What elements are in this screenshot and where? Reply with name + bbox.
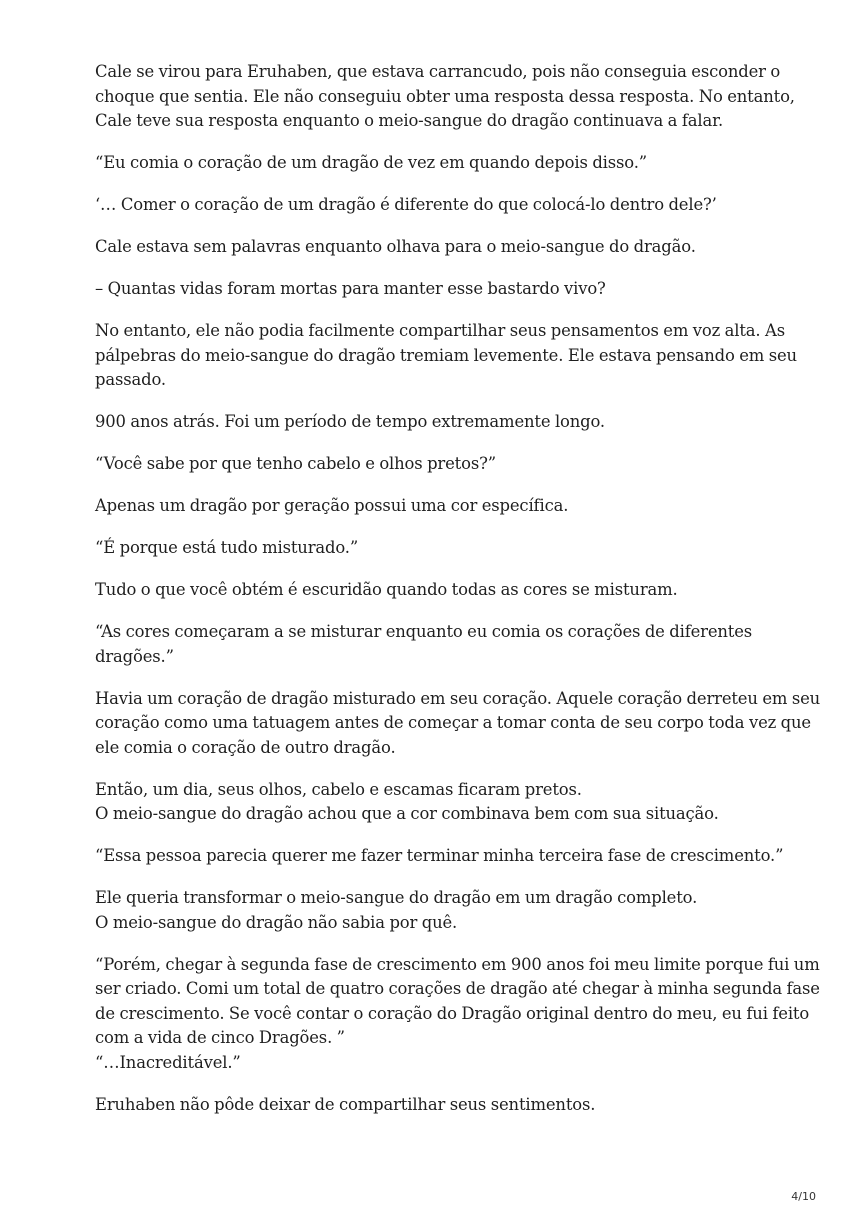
paragraph-12 xyxy=(95,620,795,669)
text-line: com a vida de cinco Dragões. ” xyxy=(95,1028,345,1047)
text-line: Tudo o que você obtém é escuridão quando todas as cores se misturam. xyxy=(95,580,678,599)
text-line: ele comia o coração de outro dragão. xyxy=(95,737,396,757)
text-line: “Essa pessoa parecia querer me fazer terminar minha terceira fase de crescimento.” xyxy=(95,846,784,865)
text-line: “Eu comia o coração de um dragão de vez em quando depois disso.” xyxy=(95,153,647,172)
paragraph-5 xyxy=(95,277,795,302)
text-line: “As cores começaram a se misturar enquanto eu comia os corações de diferentes xyxy=(95,622,753,641)
text-line: de crescimento. Se você contar o coração do Dragão original dentro do meu, eu fui feito xyxy=(95,1003,810,1023)
document-page xyxy=(95,60,821,1135)
paragraph-16 xyxy=(95,886,795,935)
text-line: ‘… Comer o coração de um dragão é diferente do que colocá-lo dentro dele?’ xyxy=(95,195,717,214)
text-line: “É porque está tudo misturado.” xyxy=(95,538,359,557)
text-line: Ele queria transformar o meio-sangue do dragão em um dragão completo. xyxy=(95,888,698,907)
paragraph-10 xyxy=(95,536,795,561)
paragraph-17 xyxy=(95,953,820,1076)
text-line: “…Inacreditável.” xyxy=(95,1052,241,1072)
text-line: – Quantas vidas foram mortas para manter esse bastardo vivo? xyxy=(95,279,606,298)
paragraph-7 xyxy=(95,410,795,435)
text-line: passado. xyxy=(95,370,166,389)
text-line: Então, um dia, seus olhos, cabelo e escamas ficaram pretos. xyxy=(95,779,582,799)
text-line: Apenas um dragão por geração possui uma cor específica. xyxy=(95,496,569,515)
text-line: pálpebras do meio-sangue do dragão tremiam levemente. Ele estava pensando em seu xyxy=(95,345,797,365)
paragraph-9 xyxy=(95,494,795,519)
paragraph-6 xyxy=(95,319,795,393)
paragraph-13 xyxy=(95,687,821,761)
paragraph-1 xyxy=(95,60,795,134)
text-line: dragões.” xyxy=(95,646,174,666)
paragraph-18 xyxy=(95,1093,795,1118)
paragraph-3 xyxy=(95,193,795,218)
paragraph-14 xyxy=(95,778,795,827)
text-line: coração como uma tatuagem antes de começar a tomar conta de seu corpo toda vez que xyxy=(95,713,811,732)
text-line: 900 anos atrás. Foi um período de tempo extremamente longo. xyxy=(95,412,605,431)
paragraph-11 xyxy=(95,578,795,603)
text-line: “Você sabe por que tenho cabelo e olhos pretos?” xyxy=(95,454,496,473)
paragraph-4 xyxy=(95,235,795,260)
page-number: 4/10 xyxy=(791,1190,816,1203)
text-line: No entanto, ele não podia facilmente compartilhar seus pensamentos em voz alta. As xyxy=(95,321,785,340)
text-line: Cale teve sua resposta enquanto o meio-sangue do dragão continuava a falar. xyxy=(95,111,724,130)
text-line: Cale se virou para Eruhaben, que estava carrancudo, pois não conseguia esconder o xyxy=(95,62,781,81)
text-line: “Porém, chegar à segunda fase de crescimento em 900 anos foi meu limite porque fui um xyxy=(95,954,820,974)
text-line: Cale estava sem palavras enquanto olhava para o meio-sangue do dragão. xyxy=(95,237,696,256)
text-line: Havia um coração de dragão misturado em seu coração. Aquele coração derreteu em seu xyxy=(95,688,821,708)
text-line: choque que sentia. Ele não conseguiu obter uma resposta dessa resposta. No entanto, xyxy=(95,86,795,106)
text-line: Eruhaben não pôde deixar de compartilhar seus sentimentos. xyxy=(95,1094,596,1114)
text-line: O meio-sangue do dragão não sabia por quê. xyxy=(95,912,458,932)
paragraph-2 xyxy=(95,151,795,176)
paragraph-15 xyxy=(95,844,795,869)
paragraph-8 xyxy=(95,452,795,477)
text-line: ser criado. Comi um total de quatro corações de dragão até chegar à minha segunda fase xyxy=(95,979,820,998)
text-line: O meio-sangue do dragão achou que a cor combinava bem com sua situação. xyxy=(95,804,719,823)
